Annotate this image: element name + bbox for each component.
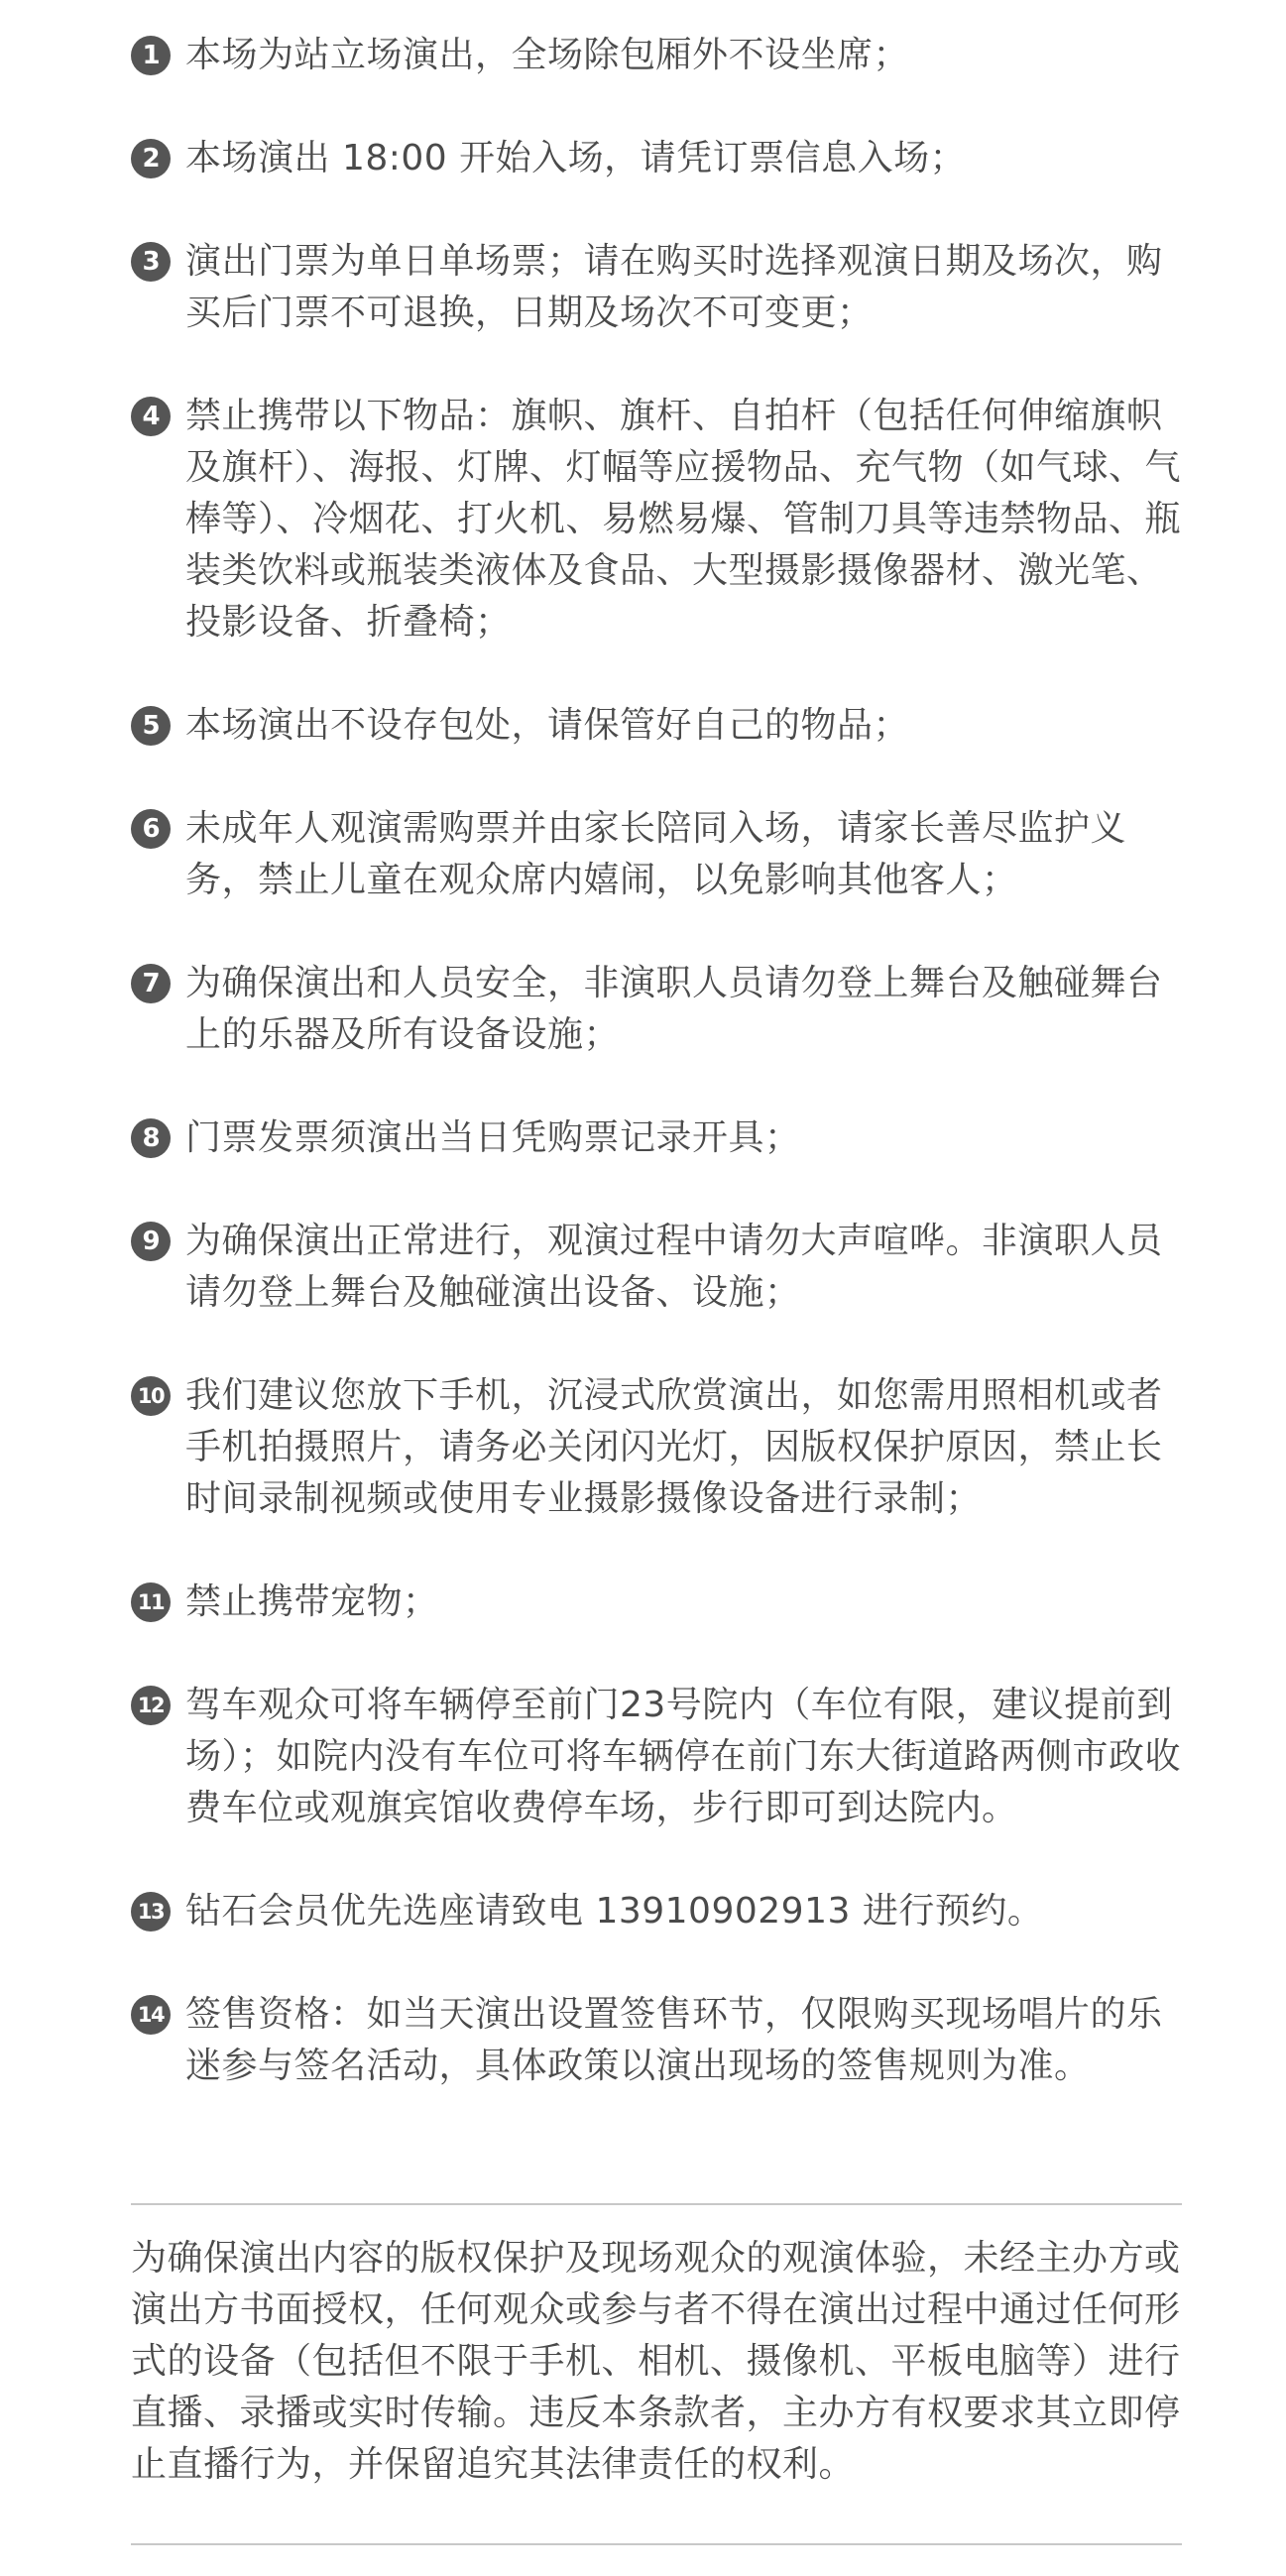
rule-item-9 (131, 1216, 1182, 1319)
rule-number-badge: 6 (131, 809, 171, 849)
rule-text: 门票发票须演出当日凭购票记录开具； (185, 1117, 801, 1158)
rule-text: 我们建议您放下手机，沉浸式欣赏演出，如您需用照相机或者手机拍摄照片，请务必关闭闪光灯，因版权保护原因，禁止长时间录制视频或使用专业摄影摄像设备进行录制； (185, 1375, 1163, 1519)
rule-text: 本场演出 18:00 开始入场，请凭订票信息入场； (185, 138, 967, 178)
copyright-notice: 为确保演出内容的版权保护及现场观众的观演体验，未经主办方或演出方书面授权，任何观众或参与者不得在演出过程中通过任何形式的设备（包括但不限于手机、相机、摄像机、平板电脑等）进行直播、录播或实时传输。违反本条款者，主办方有权要求其立即停止直播行为，并保留追究其法律责任的权利。 (131, 2238, 1181, 2485)
rule-item-10 (131, 1370, 1182, 1525)
rule-number-badge: 9 (131, 1222, 171, 1261)
rule-item-7 (131, 958, 1182, 1061)
rule-text: 演出门票为单日单场票；请在购买时选择观演日期及场次，购买后门票不可退换，日期及场次不可变更； (185, 241, 1163, 333)
rule-number-badge: 1 (131, 36, 171, 75)
rule-number-badge: 2 (131, 139, 171, 178)
rule-text: 禁止携带宠物； (185, 1581, 439, 1622)
divider-top (131, 2203, 1182, 2205)
rule-text: 钻石会员优先选座请致电 13910902913 进行预约。 (185, 1891, 1044, 1932)
rule-number-badge: 4 (131, 397, 171, 436)
rule-number-badge: 14 (131, 1995, 171, 2035)
rule-item-3 (131, 236, 1182, 339)
rule-text: 本场演出不设存包处，请保管好自己的物品； (185, 705, 910, 746)
rule-text: 驾车观众可将车辆停至前门23号院内（车位有限，建议提前到场）；如院内没有车位可将车辆停在前门东大街道路两侧市政收费车位或观旗宾馆收费停车场，步行即可到达院内。 (185, 1685, 1182, 1828)
rule-text: 禁止携带以下物品：旗帜、旗杆、自拍杆（包括任何伸缩旗帜及旗杆）、海报、灯牌、灯幅等应援物品、充气物（如气球、气棒等）、冷烟花、打火机、易燃易爆、管制刀具等违禁物品、瓶装类饮料或瓶装类液体及食品、大型摄影摄像器材、激光笔、投影设备、折叠椅； (185, 396, 1182, 643)
rule-number-badge: 8 (131, 1118, 171, 1158)
rule-number-badge: 13 (131, 1892, 171, 1932)
rule-text: 签售资格：如当天演出设置签售环节，仅限购买现场唱片的乐迷参与签名活动，具体政策以演出现场的签售规则为准。 (185, 1994, 1163, 2086)
rule-text: 为确保演出和人员安全，非演职人员请勿登上舞台及触碰舞台上的乐器及所有设备设施； (185, 963, 1163, 1055)
rule-item-11 (131, 1577, 1182, 1628)
rule-item-1 (131, 30, 1182, 81)
rule-item-14 (131, 1989, 1182, 2092)
rule-item-8 (131, 1112, 1182, 1164)
rules-list (131, 30, 1182, 2144)
rule-number-badge: 5 (131, 706, 171, 746)
rule-text: 未成年人观演需购票并由家长陪同入场，请家长善尽监护义务，禁止儿童在观众席内嬉闹，以免影响其他客人； (185, 808, 1127, 900)
divider-bottom (131, 2543, 1182, 2545)
rule-text: 为确保演出正常进行，观演过程中请勿大声喧哗。非演职人员请勿登上舞台及触碰演出设备、设施； (185, 1221, 1163, 1313)
rule-number-badge: 3 (131, 242, 171, 282)
rule-item-5 (131, 700, 1182, 752)
rule-number-badge: 11 (131, 1582, 171, 1622)
rule-item-6 (131, 803, 1182, 906)
rule-number-badge: 7 (131, 964, 171, 1003)
rule-text: 本场为站立场演出，全场除包厢外不设坐席； (185, 35, 910, 75)
rule-item-4 (131, 391, 1182, 648)
rule-number-badge: 10 (131, 1376, 171, 1416)
rule-number-badge: 12 (131, 1686, 171, 1725)
rule-item-12 (131, 1680, 1182, 1834)
rule-item-13 (131, 1886, 1182, 1937)
rule-item-2 (131, 133, 1182, 184)
